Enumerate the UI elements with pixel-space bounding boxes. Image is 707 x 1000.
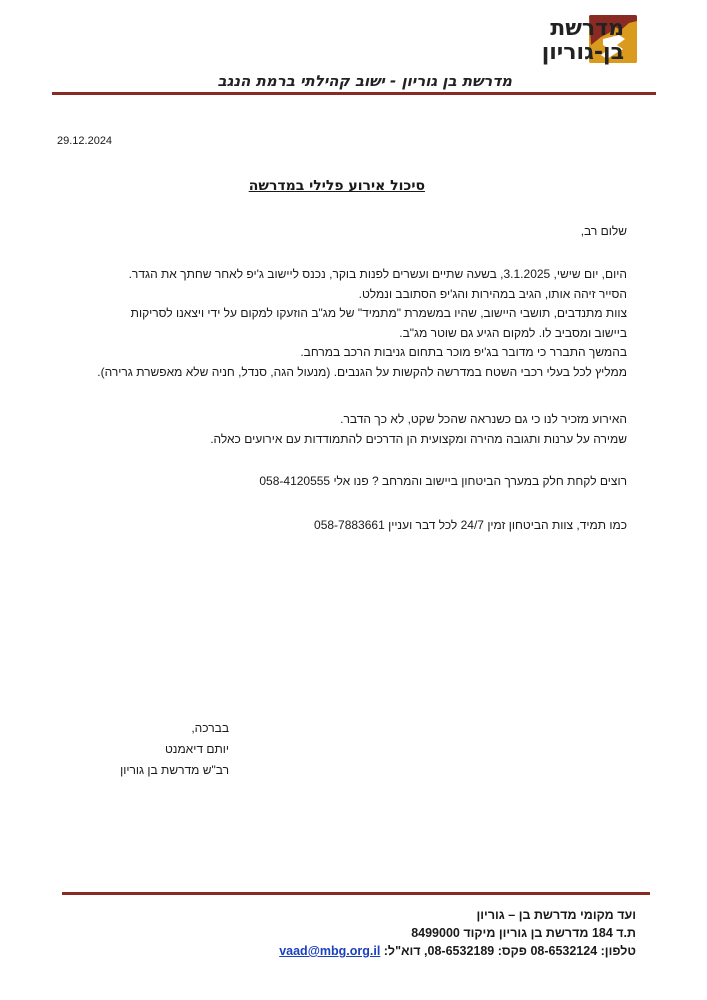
letter-title: סיכול אירוע פלילי במדרשה [248, 178, 425, 194]
body-line: האירוע מזכיר לנו כי גם כשנראה שהכל שקט, לא כך הדבר. [340, 412, 627, 426]
footer [76, 906, 636, 960]
footer-divider [62, 892, 650, 895]
header-divider [52, 92, 656, 95]
body-line: כמו תמיד, צוות הביטחון זמין 24/7 לכל דבר ועניין 058-7883661 [314, 518, 627, 532]
greeting [47, 222, 627, 242]
body-line: היום, יום שישי, 3.1.2025, בשעה שתיים ועשרים לפנות בוקר, נכנס ליישוב ג'יפ לאחר שחתך את הגדר. [128, 267, 627, 281]
body-paragraph-3 [47, 472, 627, 492]
footer-contact-text: טלפון: 08-6532124 פקס: 08-6532189, דוא"ל: [380, 944, 636, 958]
signature-block [69, 718, 229, 781]
letter-date: 29.12.2024 [57, 135, 113, 147]
body-line: צוות מתנדבים, תושבי היישוב, שהיו במשמרת "מתמיד" של מג"ב הוזעקו למקום על ידי ויצאנו לסריקות [130, 306, 627, 320]
email-link[interactable]: vaad@mbg.org.il [279, 944, 381, 958]
body-line: רוצים לקחת חלק במערך הביטחון ביישוב והמרחב ? פנו אלי 058-4120555 [259, 474, 627, 488]
body-line: שמירה על ערנות ותגובה מהירה ומקצועית הן הדרכים להתמודדות עם אירועים כאלה. [210, 431, 627, 446]
body-line: ממליץ לכל בעלי רכבי השטח במדרשה להקשות על הגנבים. (מנעול הגה, סנדל, חניה שלא מאפשרת גרירה). [97, 364, 627, 379]
body-paragraph-1 [47, 265, 627, 382]
logo-line-1: מדרשת [550, 16, 624, 41]
header-subtitle: מדרשת בן גוריון - ישוב קהילתי ברמת הנגב [217, 72, 512, 90]
body-line: הסייר זיהה אותו, הגיב במהירות והג'יפ הסתובב ונמלט. [358, 286, 627, 301]
signature-role: רב"ש מדרשת בן גוריון [120, 763, 229, 777]
logo-line-2: בן-גוריון [541, 40, 624, 65]
signature-closing: בברכה, [191, 721, 229, 735]
logo-text [504, 17, 624, 65]
signature-name: יותם דיאמנט [164, 742, 229, 756]
body-line: בהמשך התברר כי מדובר בג'יפ מוכר בתחום גניבות הרכב במרחב. [300, 345, 627, 359]
body-line: ביישוב ומסביב לו. למקום הגיע גם שוטר מג"ב. [399, 325, 627, 340]
footer-address: ת.ד 184 מדרשת בן גוריון מיקוד 8499000 [411, 926, 636, 940]
footer-org: ועד מקומי מדרשת בן – גוריון [476, 908, 636, 922]
body-paragraph-4 [47, 516, 627, 536]
greeting-text: שלום רב, [580, 224, 627, 238]
body-paragraph-2 [47, 410, 627, 449]
footer-contact [76, 942, 636, 960]
